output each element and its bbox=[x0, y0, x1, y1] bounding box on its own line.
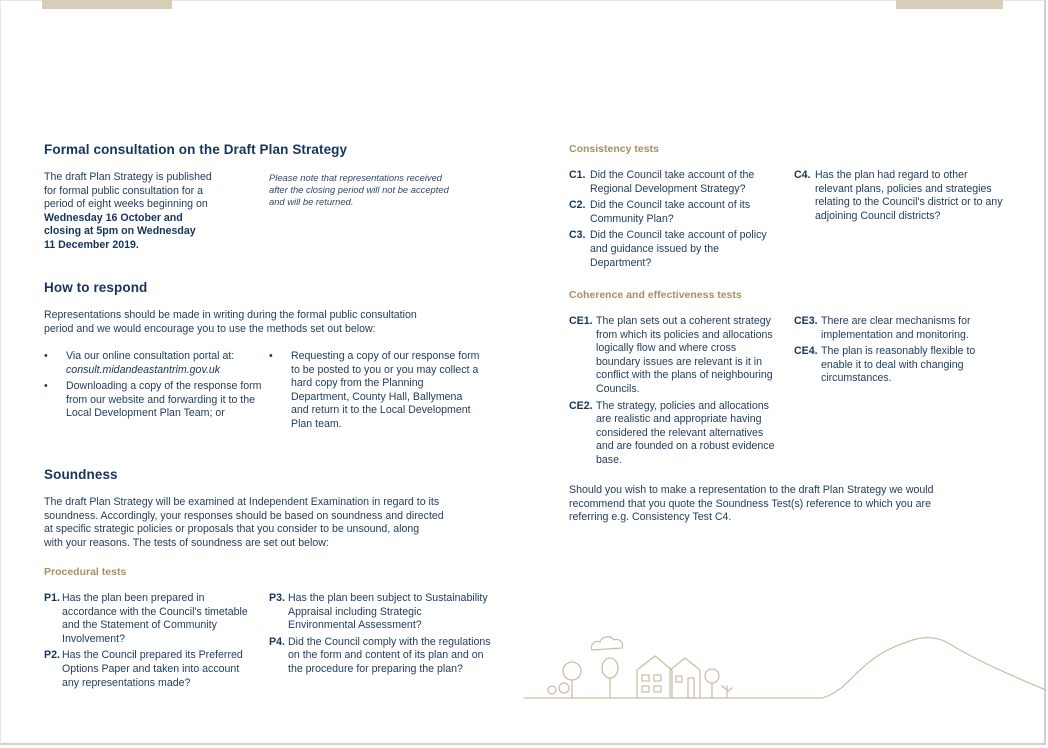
soundness-line: The draft Plan Strategy will be examined at Independent Examination in regard to its bbox=[44, 496, 440, 508]
test-text: Has the plan had regard to other relevant plans, policies and strategies relating to the Council's district or to any adjoining Council districts? bbox=[815, 169, 1003, 222]
test-item bbox=[44, 592, 256, 646]
closing-line: referring e.g. Consistency Test C4. bbox=[569, 511, 732, 524]
method-text: Via our online consultation portal at: bbox=[66, 350, 235, 362]
test-code: CE1. bbox=[569, 315, 593, 327]
top-tab-right bbox=[896, 0, 1003, 9]
consultation-paragraph bbox=[44, 171, 254, 253]
test-code: P1. bbox=[44, 592, 60, 604]
test-code: CE4. bbox=[794, 345, 818, 358]
method-download-form bbox=[44, 380, 266, 421]
soundness-line: soundness. Accordingly, your responses should be based on soundness and directed bbox=[44, 509, 444, 522]
test-item bbox=[569, 315, 781, 397]
test-item bbox=[44, 649, 256, 690]
consultation-heading: Formal consultation on the Draft Plan Strategy bbox=[44, 142, 348, 157]
test-code: C2. bbox=[569, 199, 586, 212]
test-item bbox=[569, 400, 781, 468]
soundness-line: with your reasons. The tests of soundness are set out below: bbox=[44, 536, 329, 549]
village-illustration-icon bbox=[522, 628, 1048, 708]
test-code: C4. bbox=[794, 169, 811, 181]
note-line: and will be returned. bbox=[269, 196, 354, 207]
respond-methods-list-2 bbox=[269, 350, 481, 435]
test-text: Did the Council take account of the Regional Development Strategy? bbox=[590, 169, 755, 195]
closing-line: recommend that you quote the Soundness Test(s) reference to which you are bbox=[569, 497, 931, 510]
test-item bbox=[794, 345, 1004, 386]
cloud-shape bbox=[591, 637, 622, 650]
test-item bbox=[794, 169, 1008, 223]
closing-note bbox=[269, 172, 484, 208]
test-item bbox=[569, 169, 781, 196]
coherence-tests-col1 bbox=[569, 315, 781, 471]
consistency-tests-col2 bbox=[794, 169, 1008, 226]
test-code: P2. bbox=[44, 649, 60, 662]
respond-paragraph bbox=[44, 309, 484, 336]
test-code: CE3. bbox=[794, 315, 818, 327]
procedural-tests-col2 bbox=[269, 592, 491, 680]
method-text: Requesting a copy of our response form to be posted to you or you may collect a hard copy from the Planning Department, County Hall, Ballymena and return it to the Local Development Plan team. bbox=[291, 350, 480, 430]
closing-paragraph bbox=[569, 484, 1009, 525]
method-text: Downloading a copy of the response form from our website and forwarding it to the Local Development Plan Team; or bbox=[66, 380, 262, 420]
test-text: Did the Council take account of policy and guidance issued by the Department? bbox=[590, 229, 767, 269]
test-item bbox=[569, 229, 781, 270]
soundness-paragraph bbox=[44, 496, 494, 550]
method-online-portal bbox=[44, 350, 266, 377]
closing-line: Should you wish to make a representation to the draft Plan Strategy we would bbox=[569, 484, 934, 496]
test-item bbox=[269, 592, 491, 633]
coherence-tests-col2 bbox=[794, 315, 1004, 389]
test-code: C3. bbox=[569, 229, 586, 242]
consultation-date-line: 11 December 2019. bbox=[44, 238, 139, 251]
test-text: There are clear mechanisms for implementation and monitoring. bbox=[821, 315, 971, 341]
consultation-date-line: closing at 5pm on Wednesday bbox=[44, 225, 196, 238]
respond-methods-list bbox=[44, 350, 266, 424]
test-text: Has the plan been subject to Sustainability Appraisal including Strategic Environmental Assessment? bbox=[288, 592, 488, 632]
note-line: after the closing period will not be accepted bbox=[269, 184, 449, 195]
respond-line: Representations should be made in writing during the formal public consultation bbox=[44, 309, 417, 321]
top-tab-left bbox=[42, 0, 172, 9]
test-text: The plan sets out a coherent strategy from which its policies and allocations logically flow and where cross boundary issues are relevant is it in conflict with the plans of neighbouring Councils. bbox=[596, 315, 773, 395]
how-to-respond-heading: How to respond bbox=[44, 280, 148, 295]
portal-link[interactable]: consult.midandeastantrim.gov.uk bbox=[66, 363, 221, 376]
test-item bbox=[794, 315, 1004, 342]
consultation-line: for formal public consultation for a bbox=[44, 184, 203, 197]
soundness-line: at specific strategic policies or proposals that you consider to be unsound, along bbox=[44, 523, 420, 536]
soundness-heading: Soundness bbox=[44, 467, 118, 482]
tree-crown bbox=[563, 662, 581, 680]
test-item bbox=[269, 636, 491, 677]
coherence-tests-heading: Coherence and effectiveness tests bbox=[569, 289, 742, 301]
test-text: Did the Council take account of its Community Plan? bbox=[590, 199, 751, 225]
method-request-copy bbox=[269, 350, 481, 432]
test-text: Has the plan been prepared in accordance with the Council's timetable and the Statement of Community Involvement? bbox=[62, 592, 248, 645]
consultation-line: The draft Plan Strategy is published bbox=[44, 171, 212, 183]
test-item bbox=[569, 199, 781, 226]
test-code: P4. bbox=[269, 635, 285, 648]
test-text: Did the Council comply with the regulations on the form and content of its plan and on the procedure for preparing the plan? bbox=[288, 635, 491, 675]
consistency-tests-col1 bbox=[569, 169, 781, 273]
test-code: P3. bbox=[269, 592, 285, 604]
note-line: Please note that representations received bbox=[269, 172, 443, 183]
test-text: The strategy, policies and allocations are realistic and appropriate having considered the relevant alternatives and are founded on a robust evidence base. bbox=[596, 399, 775, 466]
procedural-tests-col1 bbox=[44, 592, 256, 693]
consultation-date-line: Wednesday 16 October and bbox=[44, 211, 183, 224]
test-code: CE2. bbox=[569, 399, 593, 412]
test-code: C1. bbox=[569, 169, 586, 181]
test-text: The plan is reasonably flexible to enable it to deal with changing circumstances. bbox=[821, 345, 976, 385]
respond-line: period and we would encourage you to use the methods set out below: bbox=[44, 322, 376, 335]
consistency-tests-heading: Consistency tests bbox=[569, 143, 659, 155]
consultation-line: period of eight weeks beginning on bbox=[44, 198, 208, 211]
test-text: Has the Council prepared its Preferred Options Paper and taken into account any representations made? bbox=[62, 649, 243, 689]
procedural-tests-heading: Procedural tests bbox=[44, 566, 127, 578]
